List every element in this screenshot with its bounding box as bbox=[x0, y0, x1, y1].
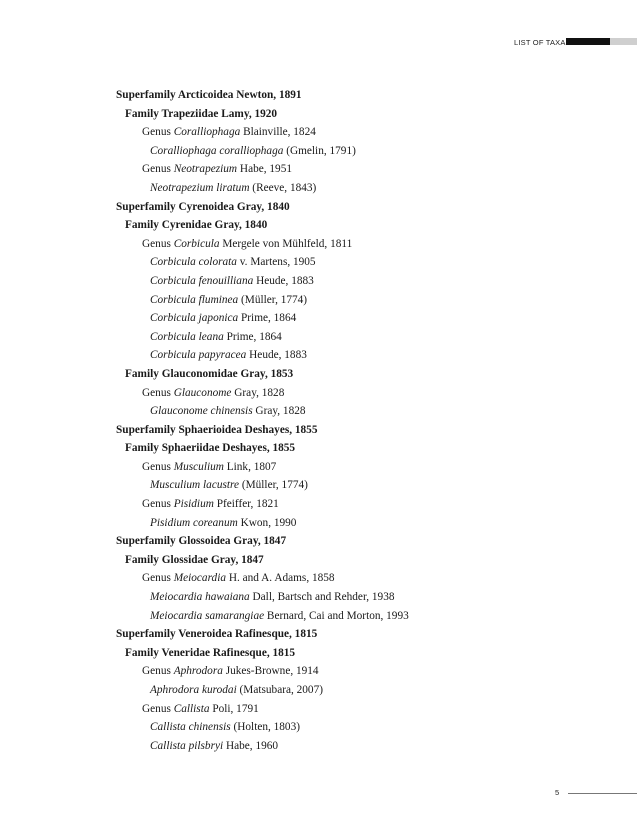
taxon-prefix: Genus bbox=[142, 386, 174, 399]
taxon-name-italic: Corbicula fenouilliana bbox=[150, 274, 254, 287]
footer-rule bbox=[568, 793, 637, 794]
taxon-name-italic: Pisidium coreanum bbox=[150, 516, 238, 529]
taxa-list bbox=[116, 86, 616, 755]
taxon-name-italic: Corbicula colorata bbox=[150, 256, 237, 269]
taxon-name-italic: Glauconome bbox=[173, 386, 232, 399]
taxon-genus-row bbox=[116, 458, 616, 477]
header-bar-light bbox=[610, 38, 637, 45]
taxon-authority: Heude, 1883 bbox=[246, 349, 307, 362]
taxon-authority: Superfamily Sphaerioidea Deshayes, 1855 bbox=[116, 423, 318, 436]
taxon-name-italic: Coralliophaga bbox=[173, 126, 241, 139]
taxon-authority: Blainville, 1824 bbox=[240, 126, 316, 139]
taxon-authority: (Gmelin, 1791) bbox=[283, 144, 356, 157]
page-number: 5 bbox=[555, 788, 560, 797]
taxon-genus-row bbox=[116, 384, 616, 403]
taxon-name-italic: Corbicula bbox=[173, 237, 220, 250]
taxon-authority: (Müller, 1774) bbox=[238, 293, 308, 306]
taxon-superfamily-row bbox=[116, 625, 616, 644]
taxon-superfamily-row bbox=[116, 86, 616, 105]
taxon-authority: Habe, 1960 bbox=[223, 739, 279, 752]
taxon-species-row bbox=[116, 514, 616, 533]
taxon-name-italic: Aphrodora bbox=[173, 665, 223, 678]
taxon-prefix: Genus bbox=[142, 498, 174, 511]
taxon-genus-row bbox=[116, 662, 616, 681]
taxon-authority: Dall, Bartsch and Rehder, 1938 bbox=[249, 591, 395, 604]
taxon-prefix: Genus bbox=[142, 572, 174, 585]
taxon-authority: Jukes-Browne, 1914 bbox=[222, 665, 319, 678]
taxon-genus-row bbox=[116, 495, 616, 514]
taxon-prefix: Genus bbox=[142, 126, 174, 139]
taxon-species-row bbox=[116, 346, 616, 365]
taxon-name-italic: Aphrodora kurodai bbox=[150, 684, 237, 696]
taxon-superfamily-row bbox=[116, 421, 616, 440]
taxon-authority: Bernard, Cai and Morton, 1993 bbox=[264, 609, 409, 622]
taxon-authority: Heude, 1883 bbox=[253, 274, 314, 287]
taxon-species-row bbox=[116, 737, 616, 756]
taxon-authority: Poli, 1791 bbox=[209, 702, 259, 715]
taxon-authority: Superfamily Cyrenoidea Gray, 1840 bbox=[116, 200, 290, 213]
taxon-species-row bbox=[116, 402, 616, 421]
taxon-name-italic: Meiocardia bbox=[173, 572, 226, 585]
taxon-authority: Kwon, 1990 bbox=[237, 516, 297, 529]
taxon-genus-row bbox=[116, 700, 616, 719]
taxon-name-italic: Meiocardia hawaiana bbox=[150, 591, 250, 604]
taxon-authority: v. Martens, 1905 bbox=[236, 256, 316, 269]
taxon-name-italic: Neotrapezium bbox=[173, 163, 238, 176]
taxon-name-italic: Neotrapezium liratum bbox=[150, 181, 250, 194]
taxon-prefix: Genus bbox=[142, 163, 174, 176]
taxon-genus-row bbox=[116, 160, 616, 179]
taxon-authority: Gray, 1828 bbox=[231, 386, 285, 399]
taxon-prefix: Genus bbox=[142, 665, 174, 678]
taxon-family-row bbox=[116, 216, 616, 235]
taxon-authority: Family Sphaeriidae Deshayes, 1855 bbox=[125, 442, 296, 455]
taxon-authority: (Matsubara, 2007) bbox=[236, 684, 323, 696]
taxon-authority: (Müller, 1774) bbox=[239, 479, 308, 492]
taxon-family-row bbox=[116, 365, 616, 384]
taxon-species-row bbox=[116, 309, 616, 328]
taxon-name-italic: Callista pilsbryi bbox=[150, 739, 224, 752]
taxon-species-row bbox=[116, 328, 616, 347]
taxon-superfamily-row bbox=[116, 532, 616, 551]
taxon-name-italic: Musculium lacustre bbox=[150, 479, 240, 492]
taxon-species-row bbox=[116, 291, 616, 310]
taxon-authority: Family Trapeziidae Lamy, 1920 bbox=[125, 107, 278, 120]
taxon-name-italic: Callista chinensis bbox=[150, 721, 231, 734]
taxon-authority: Habe, 1951 bbox=[237, 163, 292, 176]
taxon-prefix: Genus bbox=[142, 702, 174, 715]
taxon-authority: Superfamily Glossoidea Gray, 1847 bbox=[116, 535, 287, 548]
taxon-family-row bbox=[116, 644, 616, 663]
taxon-name-italic: Corbicula japonica bbox=[150, 312, 239, 325]
taxon-family-row bbox=[116, 439, 616, 458]
taxon-name-italic: Meiocardia samarangiae bbox=[150, 609, 265, 622]
taxon-species-row bbox=[116, 179, 616, 198]
taxon-species-row bbox=[116, 272, 616, 291]
taxon-species-row bbox=[116, 142, 616, 161]
taxon-genus-row bbox=[116, 569, 616, 588]
taxon-prefix: Genus bbox=[142, 237, 174, 250]
taxon-authority: H. and A. Adams, 1858 bbox=[226, 572, 335, 585]
taxon-prefix: Genus bbox=[142, 460, 174, 473]
taxon-name-italic: Musculium bbox=[173, 460, 224, 473]
taxon-name-italic: Callista bbox=[173, 702, 210, 715]
taxon-superfamily-row bbox=[116, 198, 616, 217]
taxon-species-row bbox=[116, 253, 616, 272]
taxon-species-row bbox=[116, 476, 616, 495]
taxon-authority: Link, 1807 bbox=[223, 460, 277, 473]
taxon-name-italic: Corbicula fluminea bbox=[150, 293, 239, 306]
taxon-authority: Gray, 1828 bbox=[252, 405, 306, 418]
taxon-family-row bbox=[116, 551, 616, 570]
taxon-authority: Family Glauconomidae Gray, 1853 bbox=[125, 367, 294, 380]
taxon-authority: Superfamily Arcticoidea Newton, 1891 bbox=[116, 89, 302, 101]
taxon-species-row bbox=[116, 607, 616, 626]
taxon-name-italic: Pisidium bbox=[173, 498, 214, 511]
taxon-genus-row bbox=[116, 123, 616, 142]
taxon-genus-row bbox=[116, 235, 616, 254]
taxon-species-row bbox=[116, 718, 616, 737]
taxon-family-row bbox=[116, 105, 616, 124]
taxon-name-italic: Coralliophaga coralliophaga bbox=[150, 144, 284, 157]
taxon-authority: Prime, 1864 bbox=[238, 312, 297, 325]
taxon-authority: Prime, 1864 bbox=[223, 330, 282, 343]
header-bar-dark bbox=[566, 38, 610, 45]
taxon-authority: (Holten, 1803) bbox=[230, 721, 300, 734]
taxon-authority: Pfeiffer, 1821 bbox=[213, 498, 279, 511]
taxon-authority: Mergele von Mühlfeld, 1811 bbox=[219, 237, 353, 250]
taxon-authority: (Reeve, 1843) bbox=[249, 181, 317, 194]
section-header-label: LIST OF TAXA bbox=[514, 38, 566, 47]
taxon-name-italic: Corbicula leana bbox=[150, 330, 224, 343]
taxon-name-italic: Glauconome chinensis bbox=[150, 405, 253, 418]
taxon-name-italic: Corbicula papyracea bbox=[150, 349, 247, 362]
taxon-species-row bbox=[116, 588, 616, 607]
taxon-authority: Family Cyrenidae Gray, 1840 bbox=[125, 219, 268, 232]
taxon-authority: Family Glossidae Gray, 1847 bbox=[125, 553, 264, 566]
taxon-authority: Superfamily Veneroidea Rafinesque, 1815 bbox=[116, 628, 318, 641]
taxon-species-row bbox=[116, 681, 616, 700]
taxon-authority: Family Veneridae Rafinesque, 1815 bbox=[125, 646, 296, 659]
